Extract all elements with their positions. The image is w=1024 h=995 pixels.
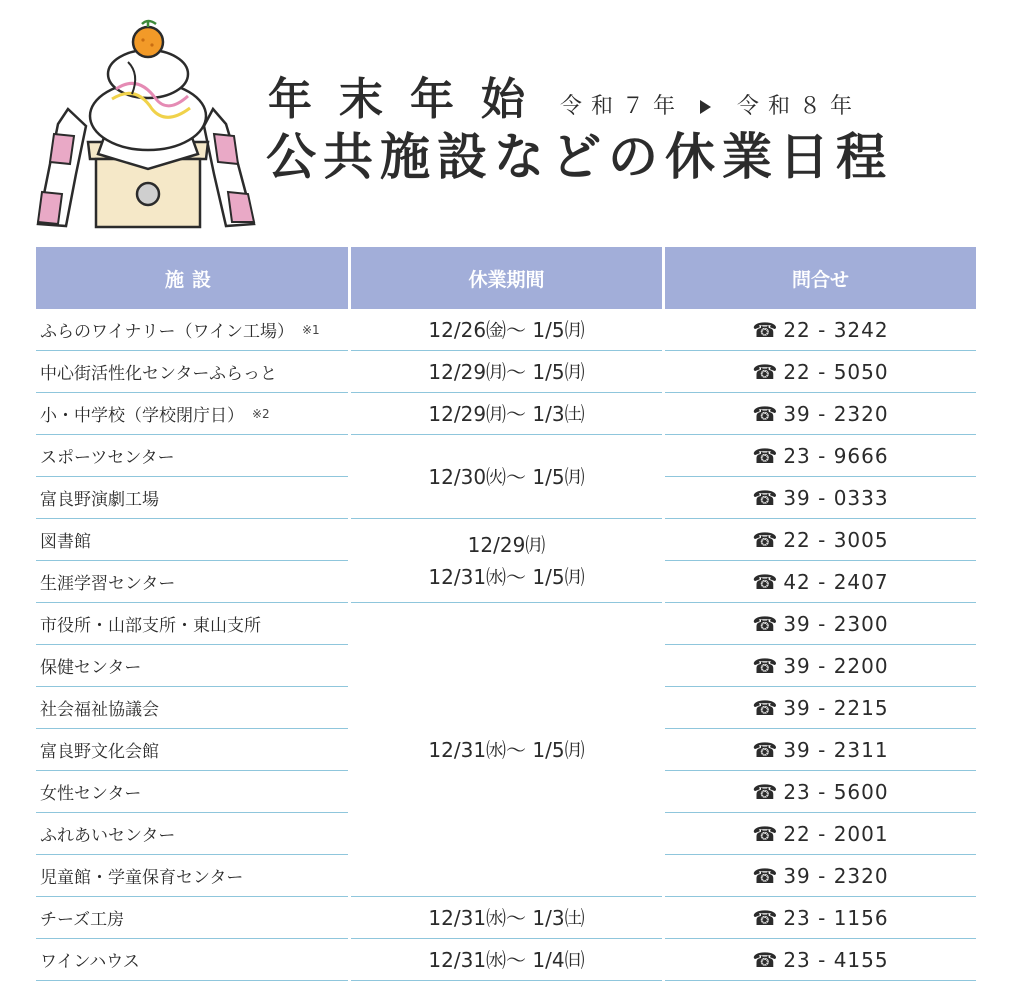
contact-phone[interactable] — [665, 687, 976, 729]
facility-name — [36, 393, 348, 435]
facility-name-label: チーズ工房 — [40, 910, 125, 930]
phone-icon: ☎ — [752, 863, 779, 888]
closure-period-line: 12/26㈮～ 1/5㈪ — [428, 317, 585, 342]
contact-phone[interactable] — [665, 309, 976, 351]
contact-phone[interactable] — [665, 855, 976, 897]
phone-number: 39 - 2215 — [783, 695, 889, 720]
phone-number: 22 - 3242 — [783, 317, 889, 342]
facility-name-label: 社会福祉協議会 — [40, 700, 159, 720]
facility-name — [36, 855, 348, 897]
facility-name-label: 小・中学校（学校閉庁日） — [40, 406, 244, 426]
era-range — [560, 96, 861, 122]
facility-name-label: 富良野文化会館 — [40, 742, 159, 762]
phone-icon: ☎ — [752, 695, 779, 720]
column-header-closure-period: 休業期間 — [351, 247, 662, 309]
contact-phone[interactable] — [665, 645, 976, 687]
facility-note: ※2 — [252, 406, 270, 421]
contact-phone[interactable] — [665, 813, 976, 855]
closure-period-line: 12/29㈪～ 1/3㈯ — [428, 401, 585, 426]
facility-name — [36, 561, 348, 603]
closure-period-line: 12/31㈬～ 1/4㈰ — [428, 947, 585, 972]
closure-period — [351, 309, 662, 351]
closure-period-line: 12/30㈫～ 1/5㈪ — [428, 464, 585, 489]
contact-phone[interactable] — [665, 771, 976, 813]
facility-name — [36, 519, 348, 561]
page-title: 公共施設などの休業日程 — [266, 128, 893, 186]
phone-number: 22 - 2001 — [783, 821, 889, 846]
phone-icon: ☎ — [752, 905, 779, 930]
phone-number: 39 - 2320 — [783, 401, 889, 426]
phone-icon: ☎ — [752, 485, 779, 510]
era-from: 令和７年 — [560, 94, 685, 119]
closure-period — [351, 393, 662, 435]
contact-phone[interactable] — [665, 393, 976, 435]
facility-name-label: 生涯学習センター — [40, 574, 176, 594]
phone-icon: ☎ — [752, 611, 779, 636]
facility-name-label: 中心街活性化センターふらっと — [40, 364, 277, 384]
phone-icon: ☎ — [752, 443, 779, 468]
phone-icon: ☎ — [752, 653, 779, 678]
phone-icon: ☎ — [752, 821, 779, 846]
phone-number: 39 - 2311 — [783, 737, 889, 762]
facility-name — [36, 435, 348, 477]
contact-phone[interactable] — [665, 897, 976, 939]
era-to: 令和８年 — [737, 94, 862, 119]
phone-number: 39 - 0333 — [783, 485, 889, 510]
contact-phone[interactable] — [665, 561, 976, 603]
phone-number: 23 - 4155 — [783, 947, 889, 972]
contact-phone[interactable] — [665, 519, 976, 561]
table-body — [36, 309, 976, 981]
contact-phone[interactable] — [665, 351, 976, 393]
facility-name-label: スポーツセンター — [40, 448, 175, 468]
phone-icon: ☎ — [752, 737, 779, 762]
phone-number: 42 - 2407 — [783, 569, 889, 594]
phone-icon: ☎ — [752, 779, 779, 804]
phone-number: 39 - 2300 — [783, 611, 889, 636]
title-year-end: 年末年始 — [268, 74, 552, 125]
phone-icon: ☎ — [752, 947, 779, 972]
phone-number: 39 - 2200 — [783, 653, 889, 678]
phone-number: 23 - 9666 — [783, 443, 889, 468]
closure-period — [351, 603, 662, 897]
contact-phone[interactable] — [665, 729, 976, 771]
contact-phone[interactable] — [665, 477, 976, 519]
closure-period — [351, 897, 662, 939]
closure-period-line: 12/31㈬～ 1/5㈪ — [428, 737, 585, 762]
facility-name — [36, 687, 348, 729]
facility-name — [36, 897, 348, 939]
facility-name — [36, 813, 348, 855]
phone-number: 22 - 3005 — [783, 527, 889, 552]
contact-phone[interactable] — [665, 603, 976, 645]
facility-name-label: ふらのワイナリー（ワイン工場） — [40, 322, 294, 342]
facility-name-label: 保健センター — [40, 658, 142, 678]
title-line1 — [268, 62, 862, 125]
closure-period-line: 12/29㈪～ 1/5㈪ — [428, 359, 585, 384]
facility-name-label: 女性センター — [40, 784, 142, 804]
arrow-right-icon — [700, 100, 711, 114]
closure-period-line: 12/31㈬～ 1/3㈯ — [428, 905, 585, 930]
facility-name-label: 市役所・山部支所・東山支所 — [40, 616, 261, 636]
phone-number: 23 - 1156 — [783, 905, 889, 930]
facility-name-label: 富良野演劇工場 — [40, 490, 159, 510]
facility-name — [36, 729, 348, 771]
facility-name — [36, 309, 348, 351]
phone-icon: ☎ — [752, 401, 779, 426]
phone-icon: ☎ — [752, 317, 779, 342]
closure-period — [351, 519, 662, 603]
closure-period-line: 12/31㈬～ 1/5㈪ — [428, 564, 585, 589]
contact-phone[interactable] — [665, 939, 976, 981]
facility-name-label: 図書館 — [40, 532, 91, 552]
column-header-contact: 問合せ — [665, 247, 976, 309]
facility-name — [36, 939, 348, 981]
facility-note: ※1 — [301, 322, 320, 337]
phone-number: 23 - 5600 — [783, 779, 889, 804]
kagami-mochi-illustration — [28, 14, 268, 234]
phone-icon: ☎ — [752, 359, 779, 384]
facility-name-label: ふれあいセンター — [40, 826, 176, 846]
facility-name — [36, 645, 348, 687]
facility-name — [36, 603, 348, 645]
facility-name — [36, 771, 348, 813]
column-header-facility: 施設 — [36, 247, 348, 309]
table-header — [36, 247, 976, 309]
facility-name-label: ワインハウス — [40, 952, 140, 972]
facility-name — [36, 351, 348, 393]
phone-icon: ☎ — [752, 569, 779, 594]
phone-icon: ☎ — [752, 527, 779, 552]
closure-period — [351, 351, 662, 393]
phone-number: 39 - 2320 — [783, 863, 889, 888]
closure-period-line: 12/29㈪ — [467, 532, 546, 557]
closure-period — [351, 939, 662, 981]
contact-phone[interactable] — [665, 435, 976, 477]
phone-number: 22 - 5050 — [783, 359, 889, 384]
holiday-schedule-table — [36, 247, 976, 981]
facility-name-label: 児童館・学童保育センター — [40, 868, 244, 888]
closure-period — [351, 435, 662, 519]
facility-name — [36, 477, 348, 519]
